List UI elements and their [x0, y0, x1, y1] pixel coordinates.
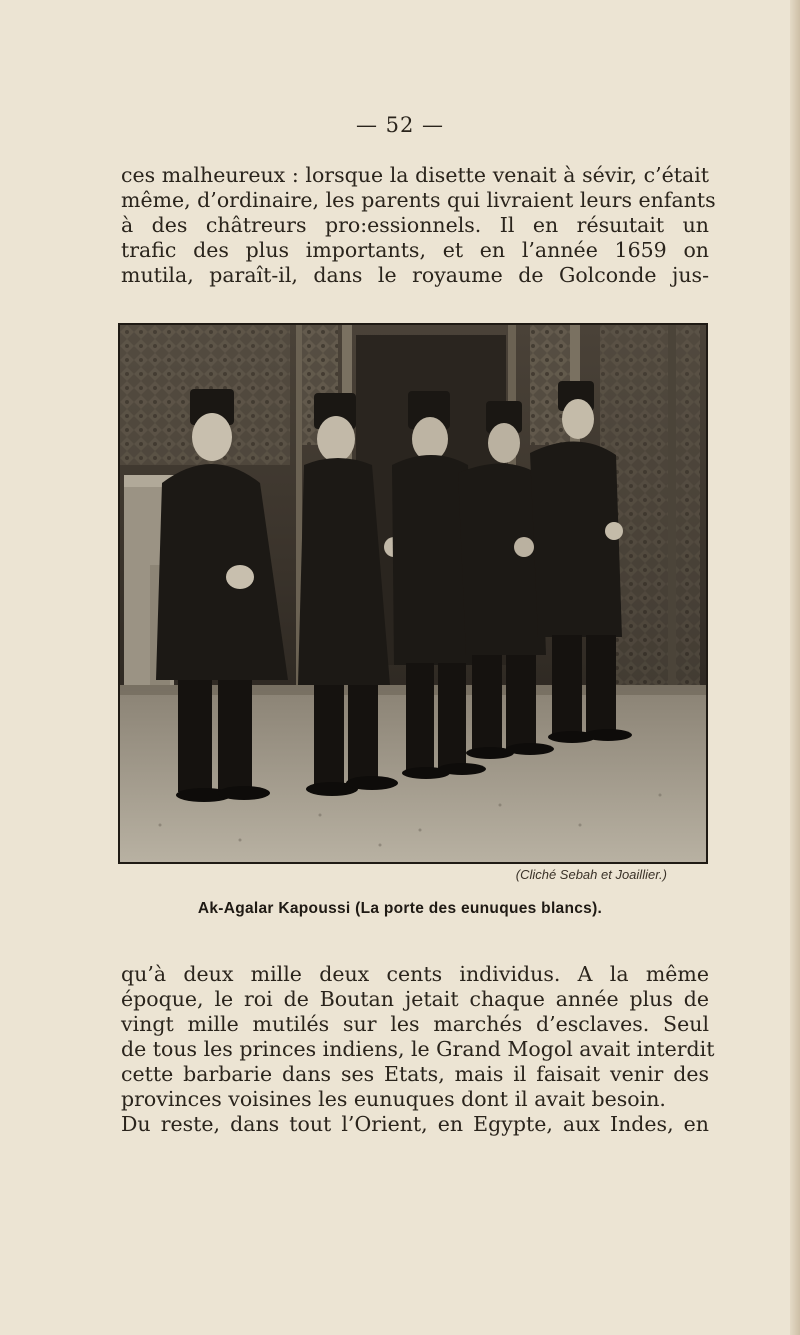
- figure-caption: Ak-Agalar Kapoussi (La porte des eunuques blancs).: [197, 900, 603, 917]
- text-line: provinces voisines les eunuques dont il avait besoin.: [121, 1087, 666, 1111]
- text-line: qu’à deux mille deux cents individus. A la même: [121, 962, 709, 986]
- page-number: — 52 —: [355, 113, 445, 137]
- text-line: de tous les princes indiens, le Grand Mogol avait interdit: [121, 1037, 715, 1061]
- photograph: [118, 323, 708, 864]
- text-line: même, d’ordinaire, les parents qui livraient leurs enfants: [121, 188, 716, 212]
- photo-credit: (Cliché Sebah et Joaillier.): [515, 867, 667, 882]
- text-line: à des châtreurs pro:essionnels. Il en résuıtait un: [121, 213, 709, 237]
- photograph-image: [120, 325, 706, 862]
- text-line: ces malheureux : lorsque la disette venait à sévir, c’était: [121, 163, 709, 187]
- text-line: vingt mille mutilés sur les marchés d’esclaves. Seul: [121, 1012, 709, 1036]
- text-line: trafic des plus importants, et en l’année 1659 on: [121, 238, 709, 262]
- text-line: mutila, paraît-il, dans le royaume de Golconde jus-: [121, 263, 709, 287]
- paragraph-bottom: [121, 962, 715, 1137]
- paragraph-top: [121, 163, 716, 288]
- text-line: Du reste, dans tout l’Orient, en Egypte, aux Indes, en: [121, 1112, 709, 1136]
- text-line: époque, le roi de Boutan jetait chaque année plus de: [121, 987, 709, 1011]
- text-line: cette barbarie dans ses Etats, mais il faisait venir des: [121, 1062, 709, 1086]
- page-edge-shadow: [790, 0, 800, 1335]
